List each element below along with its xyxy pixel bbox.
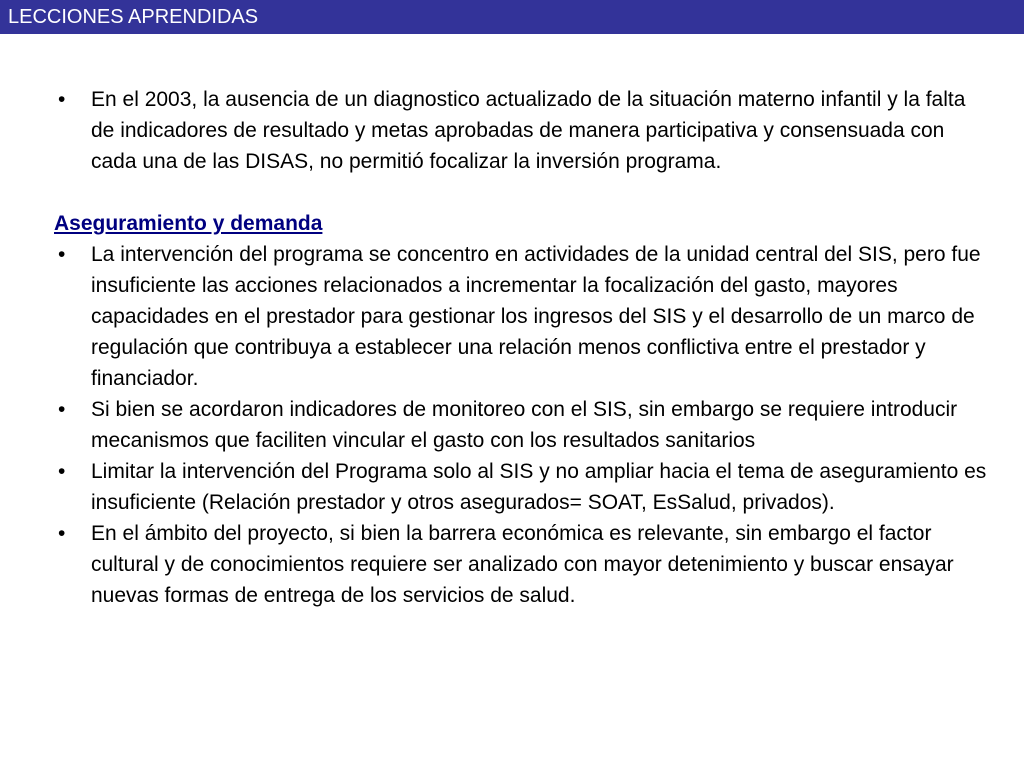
bullet-text: En el ámbito del proyecto, si bien la barrera económica es relevante, sin embargo el factor cultural y de conocimientos requiere ser analizado con mayor detenimiento y buscar ensayar nuevas formas de entrega de los servicios de salud. bbox=[91, 522, 954, 607]
page-title: LECCIONES APRENDIDAS bbox=[8, 6, 259, 28]
section-heading: Aseguramiento y demanda bbox=[54, 212, 323, 235]
bullet-text: En el 2003, la ausencia de un diagnostico actualizado de la situación materno infantil y la falta de indicadores de resultado y metas aprobadas de manera participativa y consensuada con cada una de las DISAS, no permitió focalizar la inversión programa. bbox=[91, 88, 966, 173]
spacer bbox=[54, 177, 994, 208]
bullet-icon: • bbox=[58, 522, 66, 545]
bullet-item bbox=[54, 518, 994, 611]
title-bar bbox=[0, 0, 1024, 34]
bullet-item bbox=[54, 239, 994, 394]
slide-content bbox=[54, 84, 994, 611]
bullet-icon: • bbox=[58, 460, 66, 483]
bullet-icon: • bbox=[58, 398, 66, 421]
bullet-item-intro bbox=[54, 84, 994, 177]
bullet-item bbox=[54, 394, 994, 456]
bullet-text: Limitar la intervención del Programa solo al SIS y no ampliar hacia el tema de aseguramiento es insuficiente (Relación prestador y otros asegurados= SOAT, EsSalud, privados). bbox=[91, 460, 987, 514]
bullet-icon: • bbox=[58, 243, 66, 266]
bullet-icon: • bbox=[58, 88, 66, 111]
bullet-text: La intervención del programa se concentro en actividades de la unidad central del SIS, pero fue insuficiente las acciones relacionados a incrementar la focalización del gasto, mayores capacidades en el prestador para gestionar los ingresos del SIS y el desarrollo de un marco de regulación que contribuya a establecer una relación menos conflictiva entre el prestador y financiador. bbox=[91, 243, 981, 390]
bullet-item bbox=[54, 456, 994, 518]
bullet-text: Si bien se acordaron indicadores de monitoreo con el SIS, sin embargo se requiere introducir mecanismos que faciliten vincular el gasto con los resultados sanitarios bbox=[91, 398, 958, 452]
